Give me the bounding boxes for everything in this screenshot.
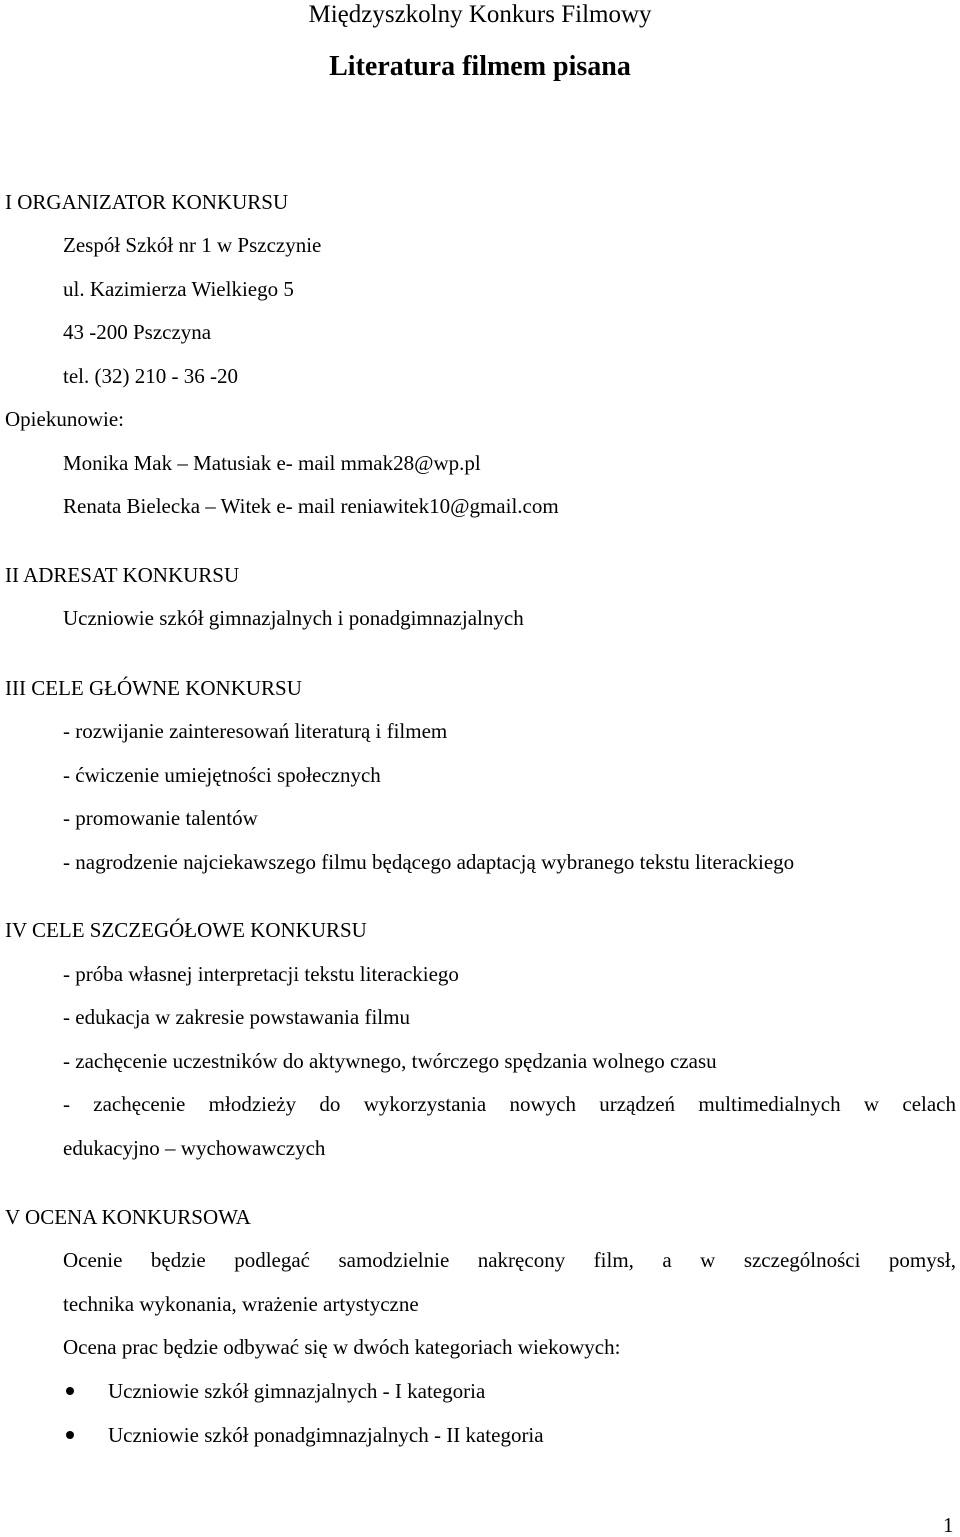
detailed-goal-item: - zachęcenie uczestników do aktywnego, twórczego spędzania wolnego czasu (63, 1049, 717, 1073)
detailed-goal-item-continuation: edukacyjno – wychowawczych (63, 1136, 326, 1160)
bullet-icon (66, 1387, 74, 1395)
main-goal-item: - nagrodzenie najciekawszego filmu będącego adaptacją wybranego tekstu literackiego (63, 850, 795, 874)
detailed-goal-item: - zachęcenie młodzieży do wykorzystania nowych urządzeń multimedialnych w celach (63, 1092, 956, 1116)
main-goal-item: - promowanie talentów (63, 806, 258, 830)
main-goal-item: - ćwiczenie umiejętności społecznych (63, 763, 381, 787)
organizer-phone: tel. (32) 210 - 36 -20 (63, 364, 238, 388)
detailed-goal-item: - edukacja w zakresie powstawania filmu (63, 1005, 410, 1029)
audience-text: Uczniowie szkół gimnazjalnych i ponadgimnazjalnych (63, 606, 524, 630)
guardian-item: Monika Mak – Matusiak e- mail mmak28@wp.pl (63, 451, 481, 475)
section-heading-main-goals: III CELE GŁÓWNE KONKURSU (5, 676, 302, 700)
main-goal-item: - rozwijanie zainteresowań literaturą i filmem (63, 719, 448, 743)
page-number: 1 (943, 1513, 954, 1537)
evaluation-categories-intro: Ocena prac będzie odbywać się w dwóch kategoriach wiekowych: (63, 1335, 621, 1359)
document-title: Międzyszkolny Konkurs Filmowy (308, 1, 652, 28)
evaluation-paragraph-line: technika wykonania, wrażenie artystyczne (63, 1292, 419, 1316)
guardian-item: Renata Bielecka – Witek e- mail reniawitek10@gmail.com (63, 494, 559, 518)
detailed-goal-item: - próba własnej interpretacji tekstu literackiego (63, 962, 459, 986)
category-item: Uczniowie szkół gimnazjalnych - I kategoria (108, 1379, 486, 1403)
section-heading-audience: II ADRESAT KONKURSU (5, 563, 240, 587)
organizer-street: ul. Kazimierza Wielkiego 5 (63, 277, 294, 301)
organizer-name: Zespół Szkół nr 1 w Pszczynie (63, 233, 322, 257)
category-item: Uczniowie szkół ponadgimnazjalnych - II kategoria (108, 1423, 544, 1447)
bullet-icon (66, 1431, 74, 1439)
section-heading-organizer: I ORGANIZATOR KONKURSU (5, 190, 289, 214)
document-subtitle: Literatura filmem pisana (329, 51, 631, 82)
guardians-label: Opiekunowie: (5, 407, 124, 431)
section-heading-detailed-goals: IV CELE SZCZEGÓŁOWE KONKURSU (5, 918, 367, 942)
section-heading-evaluation: V OCENA KONKURSOWA (5, 1205, 251, 1229)
organizer-city: 43 -200 Pszczyna (63, 320, 212, 344)
evaluation-paragraph-line: Ocenie będzie podlegać samodzielnie nakręcony film, a w szczególności pomysł, (63, 1248, 956, 1272)
